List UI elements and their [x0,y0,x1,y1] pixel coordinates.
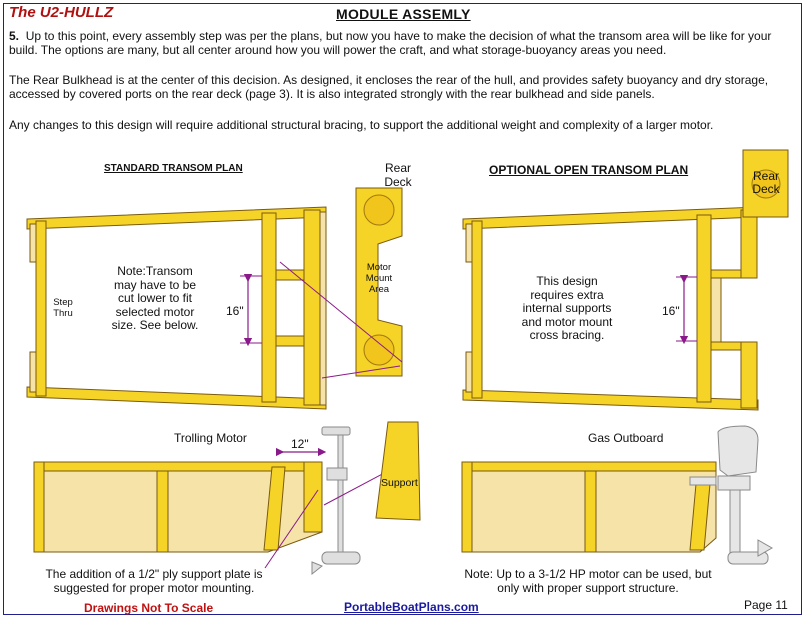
step-thru-label: Step Thru [53,297,73,319]
gas-caption: Note: Up to a 3-1/2 HP motor can be used, but only with proper support structure. [464,567,712,595]
trolling-motor-label: Trolling Motor [174,431,247,445]
paragraph-intro-text: Up to this point, every assembly step was per the plans, but now you have to make the decision of what the transom area will be like for your build. The options are many, but all center around how you will power the craft, and what storage-buoyancy areas you need. [9,29,772,57]
standard-transom-note: Note:Transom may have to be cut lower to fit selected motor size. See below. [111,264,199,332]
trolling-hull-drawing [34,462,322,552]
optional-transom-heading: OPTIONAL OPEN TRANSOM PLAN [489,163,689,177]
standard-dimension-16: 16" [226,304,244,318]
optional-rear-deck-label: Rear Deck [752,169,780,196]
page-number: Page 11 [744,598,788,612]
website-link[interactable]: PortableBoatPlans.com [344,600,479,614]
support-plate [376,422,420,520]
trolling-caption: The addition of a 1/2" ply support plate is suggested for proper motor mounting. [45,567,263,595]
brand-title: The U2-HULLZ [9,4,114,21]
page-title: MODULE ASSEMLY [336,6,471,22]
optional-transom-note: This design requires extra internal supports and motor mount cross bracing. [521,274,613,342]
standard-transom-heading: STANDARD TRANSOM PLAN [104,163,243,174]
gas-outboard-label: Gas Outboard [588,431,664,445]
motor-mount-label: Motor Mount Area [365,262,393,295]
step-number: 5. [9,29,20,43]
paragraph-rear-bulkhead: The Rear Bulkhead is at the center of this decision. As designed, it encloses the rear of the hull, and provides safety buoyancy and dry storage, accessed by covered ports on the rear deck (page 3). It is also integrated strongly with the rear bulkhead and side panels. [9,73,769,101]
trolling-dimension-12: 12" [291,437,309,451]
gas-hull-drawing [462,462,716,552]
paragraph-changes: Any changes to this design will require additional structural bracing, to support the additional weight and complexity of a larger motor. [9,118,714,132]
rear-deck-label: Rear Deck [384,161,412,189]
support-label: Support [381,477,418,489]
optional-dimension-16: 16" [662,304,680,318]
scale-note: Drawings Not To Scale [84,601,214,615]
